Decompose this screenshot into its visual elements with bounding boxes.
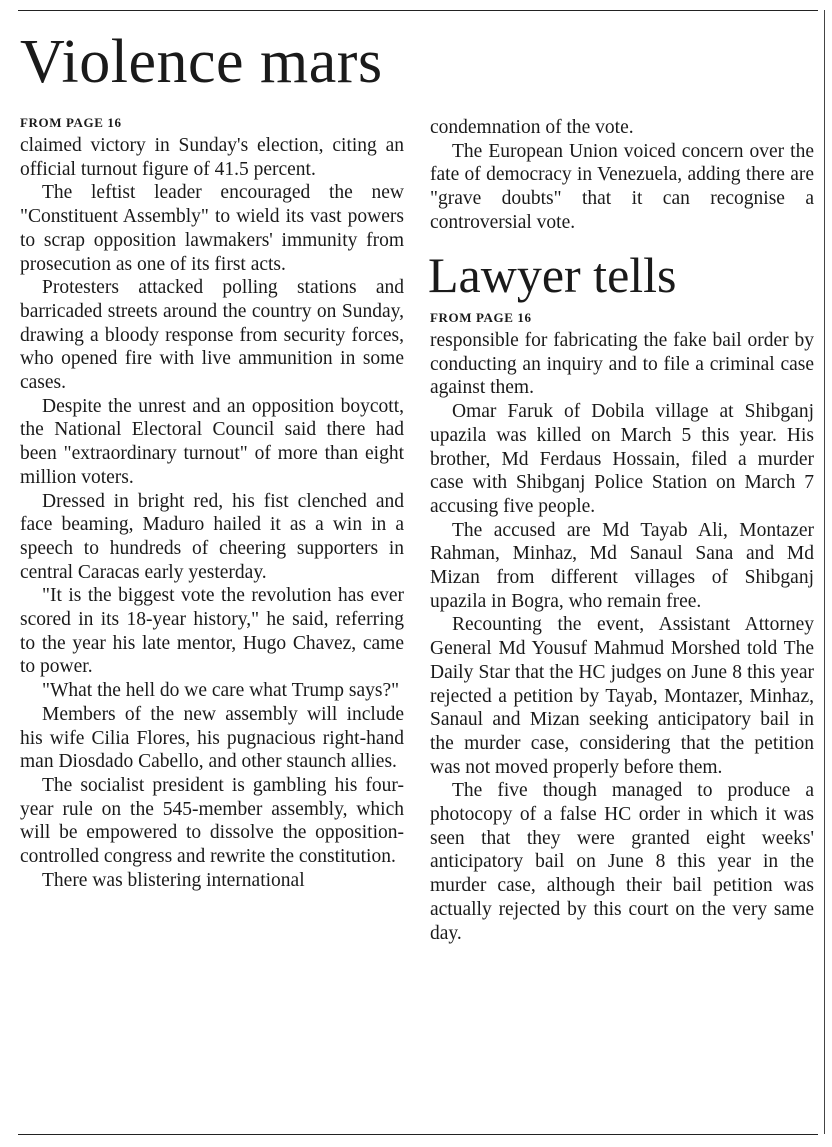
paragraph: condemnation of the vote. bbox=[430, 117, 634, 138]
paragraph: Members of the new assembly will include his wife Cilia Flores, his pugnacious right-hand man Diosdado Cabello, and other staunch allies. bbox=[20, 703, 404, 773]
paragraph: The leftist leader encouraged the new "Constituent Assembly" to wield its vast powers to scrap opposition lawmakers' immunity from prosecution as one of its first acts. bbox=[20, 182, 404, 275]
bottom-rule bbox=[18, 1134, 818, 1135]
paragraph: Dressed in bright red, his fist clenched and face beaming, Maduro hailed it as a win in a speech to hundreds of cheering supporters in central Caracas early yesterday. bbox=[20, 490, 404, 583]
top-rule bbox=[18, 10, 818, 11]
paragraph: Despite the unrest and an opposition boycott, the National Electoral Council said there had been "extraordinary turnout" of more than eight million voters. bbox=[20, 395, 404, 488]
column-border bbox=[824, 10, 825, 1134]
paragraph: The socialist president is gambling his four-year rule on the 545-member assembly, which will be empowered to dissolve the opposition-controlled congress and rewrite the constitution. bbox=[20, 774, 404, 868]
paragraph: Omar Faruk of Dobila village at Shibganj upazila was killed on March 5 this year. His brother, Md Ferdaus Hossain, filed a murder case with Shibganj Police Station on March 7 accusing five people. bbox=[430, 401, 814, 517]
lawyer-story-column bbox=[430, 307, 814, 945]
paragraph: There was blistering international bbox=[42, 869, 305, 891]
paragraph: The accused are Md Tayab Ali, Montazer Rahman, Minhaz, Md Sanaul Sana and Md Mizan from different villages of Shibganj upazila in Bogra, who remain free. bbox=[430, 519, 814, 612]
paragraph: claimed victory in Sunday's election, citing an official turnout figure of 41.5 percent. bbox=[20, 135, 404, 180]
paragraph: Recounting the event, Assistant Attorney General Md Yousuf Mahmud Morshed told The Daily Star that the HC judges on June 8 this year rejected a petition by Tayab, Montazer, Minhaz, Sanaul and Mizan seeking anticipatory bail in the murder case, considering that the petition was not moved properly before them. bbox=[430, 614, 814, 778]
paragraph: Protesters attacked polling stations and barricaded streets around the country on Sunday, drawing a bloody response from security forces, who opened fire with live ammunition in some cases. bbox=[20, 277, 404, 394]
paragraph: responsible for fabricating the fake bail order by conducting an inquiry and to file a criminal case against them. bbox=[430, 330, 814, 399]
paragraph: "What the hell do we care what Trump says?" bbox=[42, 680, 400, 702]
right-column-continuation bbox=[430, 116, 814, 235]
paragraph: The European Union voiced concern over the fate of democracy in Venezuela, adding there are "grave doubts" that it can recognise a controversial vote. bbox=[430, 140, 814, 233]
left-column bbox=[20, 112, 404, 893]
from-page-kicker: FROM PAGE 16 bbox=[20, 115, 122, 130]
headline-violence-mars: Violence mars bbox=[20, 28, 383, 96]
headline-lawyer-tells: Lawyer tells bbox=[428, 247, 677, 303]
paragraph: The five though managed to produce a photocopy of a false HC order in which it was seen that they were granted eight weeks' anticipatory bail on June 8 this year in the murder case, although their bail petition was actually rejected by this court on the very same day. bbox=[430, 780, 814, 944]
paragraph: "It is the biggest vote the revolution has ever scored in its 18-year history," he said, referring to the year his late mentor, Hugo Chavez, came to power. bbox=[20, 585, 404, 678]
from-page-kicker: FROM PAGE 16 bbox=[430, 310, 532, 325]
